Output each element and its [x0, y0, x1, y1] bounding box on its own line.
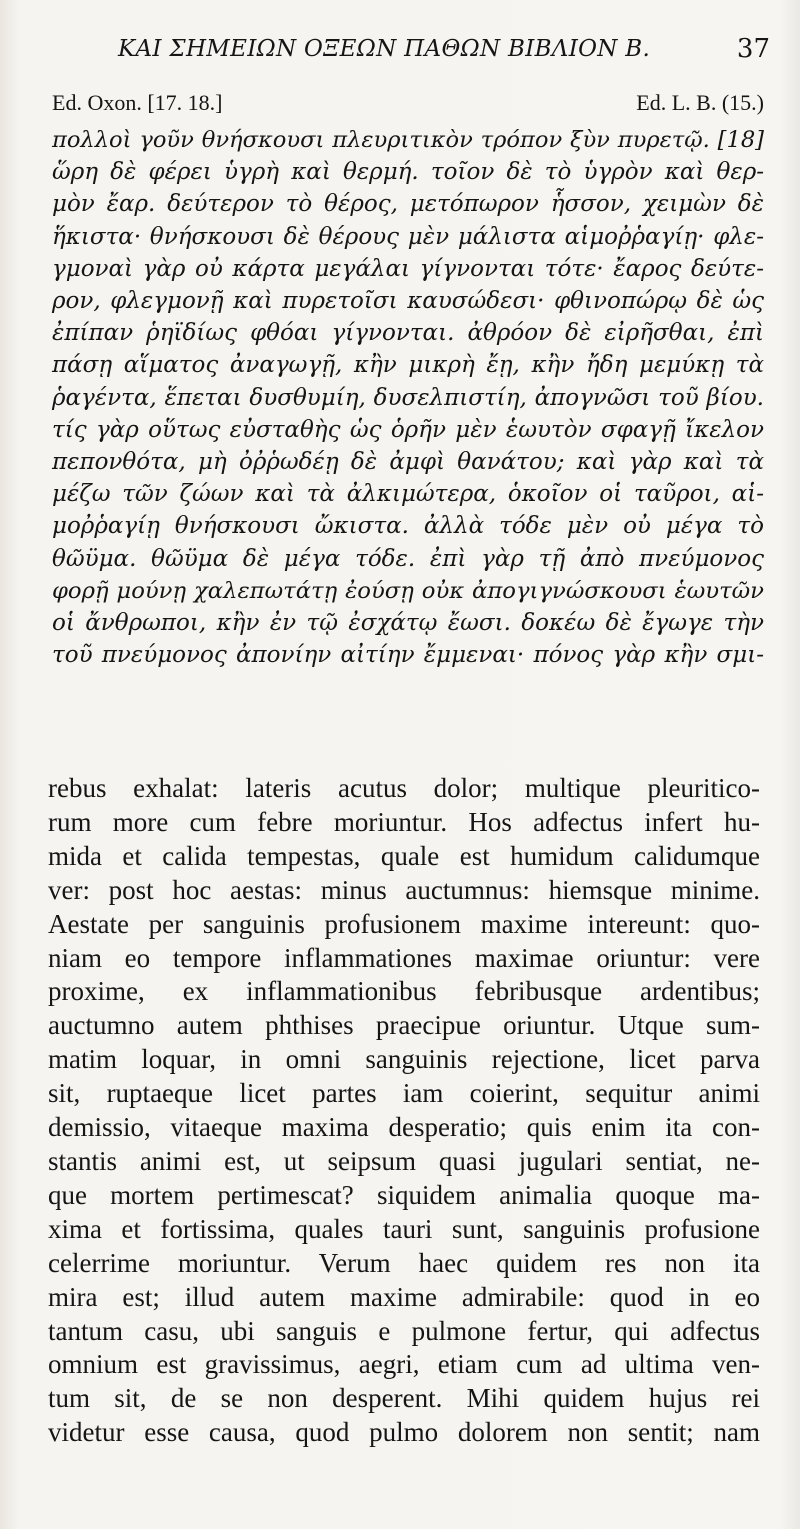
latin-line: rum more cum febre moriuntur. Hos adfectus infert hu- — [48, 806, 760, 837]
latin-line: tantum casu, ubi sanguis e pulmone fertur, qui adfectus — [48, 1315, 760, 1346]
latin-line: que mortem pertimescat? siquidem animalia quoque ma- — [48, 1179, 760, 1210]
latin-line: tum sit, de se non desperent. Mihi quidem hujus rei — [48, 1383, 760, 1414]
latin-line: stantis animi est, ut seipsum quasi jugulari sentiat, ne- — [48, 1145, 760, 1176]
greek-line: φορῇ μούνῃ χαλεπωτάτῃ ἐούσῃ οὐκ ἀπογιγνώσκουσι ἑωυτῶν — [52, 577, 764, 604]
latin-line: omnium est gravissimus, aegri, etiam cum ad ultima ven- — [48, 1349, 760, 1380]
latin-line: xima et fortissima, quales tauri sunt, sanguinis profusione — [48, 1213, 760, 1244]
greek-line: θῶϋμα. θῶϋμα δὲ μέγα τόδε. ἐπὶ γὰρ τῇ ἀπὸ πνεύμονος — [52, 545, 764, 572]
greek-line: πάσῃ αἵματος ἀναγωγῇ, κἢν μικρὴ ἔῃ, κἢν ἤδη μεμύκῃ τὰ — [52, 352, 764, 379]
greek-line: τοῦ πνεύμονος ἀπονίην αἰτίην ἔμμεναι· πόνος γὰρ κἢν σμι- — [52, 642, 764, 669]
latin-line: mira est; illud autem maxime admirabile: quod in eo — [48, 1281, 760, 1312]
running-title: ΚΑΙ ΣΗΜΕΙΩΝ ΟΞΕΩΝ ΠΑΘΩΝ ΒΙΒΛΙΟΝ Β. — [118, 36, 651, 62]
latin-line: sit, ruptaeque licet partes iam coierint, sequitur animi — [48, 1078, 760, 1109]
latin-line: ver: post hoc aestas: minus auctumnus: hiemsque minime. — [48, 874, 760, 905]
latin-line: mida et calida tempestas, quale est humidum calidumque — [48, 840, 760, 871]
page-number: 37 — [736, 34, 770, 64]
latin-line: rebus exhalat: lateris acutus dolor; multique pleuritico- — [48, 773, 760, 803]
greek-line: πολλοὶ γοῦν θνήσκουσι πλευριτικὸν τρόπον ξὺν πυρετῷ. [18] — [52, 127, 764, 153]
greek-line: ῥαγέντα, ἕπεται δυσθυμίη, δυσελπιστίη, ἀπογνῶσι τοῦ βίου. — [52, 384, 764, 411]
latin-line: videtur esse causa, quod pulmo dolorem non sentit; nam — [48, 1417, 760, 1448]
edition-oxon-reference: Ed. Oxon. [17. 18.] — [52, 90, 223, 115]
latin-translation-block — [48, 772, 760, 1450]
greek-text-block — [52, 124, 764, 671]
greek-line: τίς γὰρ οὕτως εὐσταθὴς ὡς ὁρῆν μὲν ἑωυτὸν σφαγῇ ἴκελον — [52, 416, 764, 443]
latin-line: niam eo tempore inflammationes maximae oriuntur: vere — [48, 942, 760, 973]
latin-line: auctumno autem phthises praecipue oriuntur. Utque sum- — [48, 1010, 760, 1041]
latin-line: proxime, ex inflammationibus febribusque ardentibus; — [48, 976, 760, 1007]
greek-line: μέζω τῶν ζώων καὶ τὰ ἀλκιμώτερα, ὁκοῖον οἱ ταῦροι, αἱ- — [52, 481, 764, 508]
latin-line: demissio, vitaeque maxima desperatio; quis enim ita con- — [48, 1112, 760, 1143]
greek-line: πεπονθότα, μὴ ὀῤῥωδέῃ δὲ ἀμφὶ θανάτου; καὶ γὰρ καὶ τὰ — [52, 449, 764, 476]
edition-lb-reference: Ed. L. B. (15.) — [636, 90, 764, 115]
greek-line: ἐπίπαν ῥηϊδίως φθόαι γίγνονται. ἀθρόον δὲ εἰρῆσθαι, ἐπὶ — [52, 320, 764, 347]
greek-line: μὸν ἔαρ. δεύτερον τὸ θέρος, μετόπωρον ἧσσον, χειμὼν δὲ — [52, 191, 764, 218]
latin-line: celerrime moriuntur. Verum haec quidem res non ita — [48, 1247, 760, 1278]
greek-line: οἱ ἄνθρωποι, κἢν ἐν τῷ ἐσχάτῳ ἔωσι. δοκέω δὲ ἔγωγε τὴν — [52, 610, 764, 637]
greek-line: ὥρη δὲ φέρει ὑγρὴ καὶ θερμή. τοῖον δὲ τὸ ὑγρὸν καὶ θερ- — [52, 159, 764, 186]
latin-line: matim loquar, in omni sanguinis rejectione, licet parva — [48, 1044, 760, 1075]
greek-line: ἥκιστα· θνήσκουσι δὲ θέρους μὲν μάλιστα αἱμοῤῥαγίῃ· φλε- — [52, 223, 764, 250]
latin-line: Aestate per sanguinis profusionem maxime intereunt: quo- — [48, 908, 760, 939]
greek-line: μοῤῥαγίῃ θνήσκουσι ὤκιστα. ἀλλὰ τόδε μὲν οὐ μέγα τὸ — [52, 513, 764, 540]
edition-reference-line — [52, 90, 764, 118]
greek-line: ρον, φλεγμονῇ καὶ πυρετοῖσι καυσώδεσι· φθινοπώρῳ δὲ ὡς — [52, 288, 764, 315]
greek-line: γμοναὶ γὰρ οὐ κάρτα μεγάλαι γίγνονται τότε· ἔαρος δεύτε- — [52, 255, 764, 282]
running-head — [0, 36, 800, 76]
